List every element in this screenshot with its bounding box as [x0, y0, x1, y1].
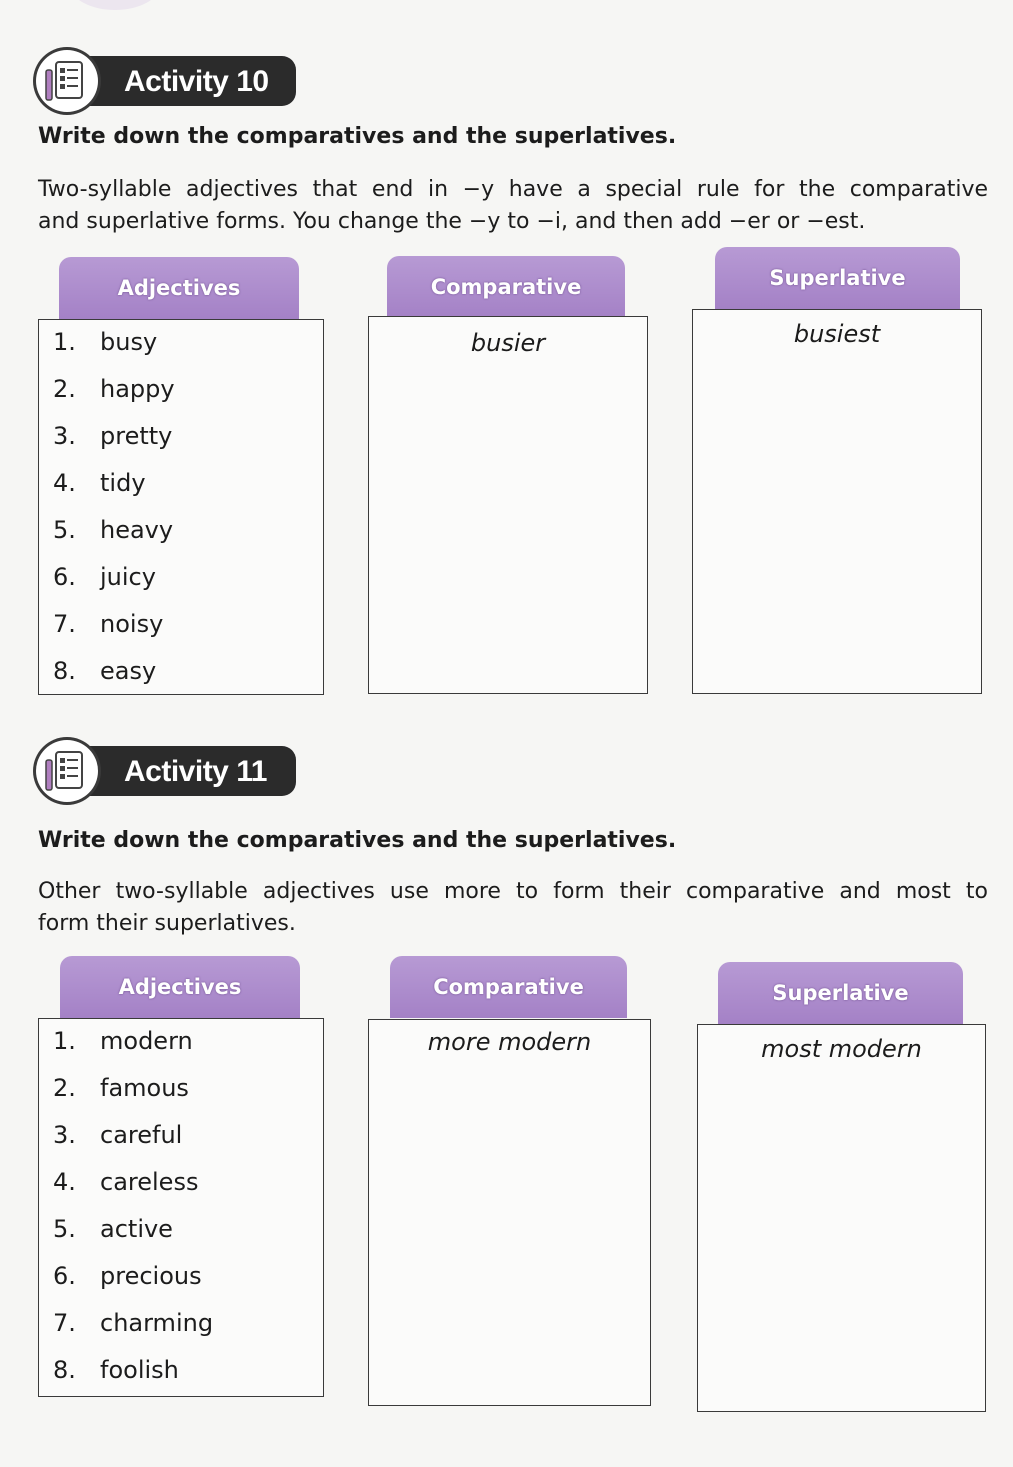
list-item: 5. heavy: [53, 516, 174, 544]
worksheet-list-icon: [36, 50, 98, 112]
comparative-example: busier: [470, 329, 546, 357]
list-item: 7. noisy: [53, 610, 164, 638]
rule-text: [38, 876, 988, 940]
worksheet-list-icon: [36, 740, 98, 802]
superlative-example: busiest: [793, 320, 881, 348]
comparative-answer-box[interactable]: [368, 1019, 651, 1406]
list-item: 2. happy: [53, 375, 175, 403]
corner-decoration: [70, 0, 160, 10]
instruction: Write down the comparatives and the superlatives.: [38, 124, 677, 149]
superlative-header: Superlative: [715, 247, 960, 309]
list-item: 5. active: [53, 1215, 173, 1243]
list-item: 4. careless: [53, 1168, 199, 1196]
list-item: 8. foolish: [53, 1356, 179, 1384]
activity-title: Activity 10: [124, 65, 269, 98]
list-item: 1. busy: [53, 328, 158, 356]
instruction: Write down the comparatives and the superlatives.: [38, 828, 677, 853]
comparative-example: more modern: [427, 1028, 592, 1056]
superlative-header: Superlative: [718, 962, 963, 1024]
superlative-answer-box[interactable]: [697, 1024, 986, 1412]
activity-title: Activity 11: [124, 755, 267, 788]
superlative-answer-box[interactable]: [692, 309, 982, 694]
adjectives-box: [38, 319, 324, 695]
adjectives-header: Adjectives: [59, 257, 299, 319]
list-item: 6. juicy: [53, 563, 156, 591]
rule-line-1: Two-syllable adjectives that end in −y have a special rule for the comparative: [38, 177, 988, 202]
list-item: 2. famous: [53, 1074, 189, 1102]
adjectives-header: Adjectives: [60, 956, 300, 1018]
comparative-answer-box[interactable]: [368, 316, 648, 694]
activity-10-header: [36, 50, 296, 112]
list-item: 3. careful: [53, 1121, 183, 1149]
comparative-header: Comparative: [390, 956, 627, 1018]
rule-line-2: form their superlatives.: [38, 911, 296, 936]
list-item: 1. modern: [53, 1027, 193, 1055]
rule-line-2: and superlative forms. You change the −y to −i, and then add −er or −est.: [38, 209, 866, 234]
list-item: 8. easy: [53, 657, 157, 685]
list-item: 4. tidy: [53, 469, 146, 497]
list-item: 6. precious: [53, 1262, 202, 1290]
list-item: 3. pretty: [53, 422, 173, 450]
superlative-example: most modern: [761, 1035, 922, 1063]
comparative-header: Comparative: [387, 256, 625, 318]
activity-11-header: [36, 740, 296, 802]
rule-text: [38, 174, 988, 238]
rule-line-1: Other two-syllable adjectives use more to form their comparative and most to: [38, 879, 988, 904]
list-item: 7. charming: [53, 1309, 214, 1337]
adjectives-box: [38, 1018, 324, 1397]
